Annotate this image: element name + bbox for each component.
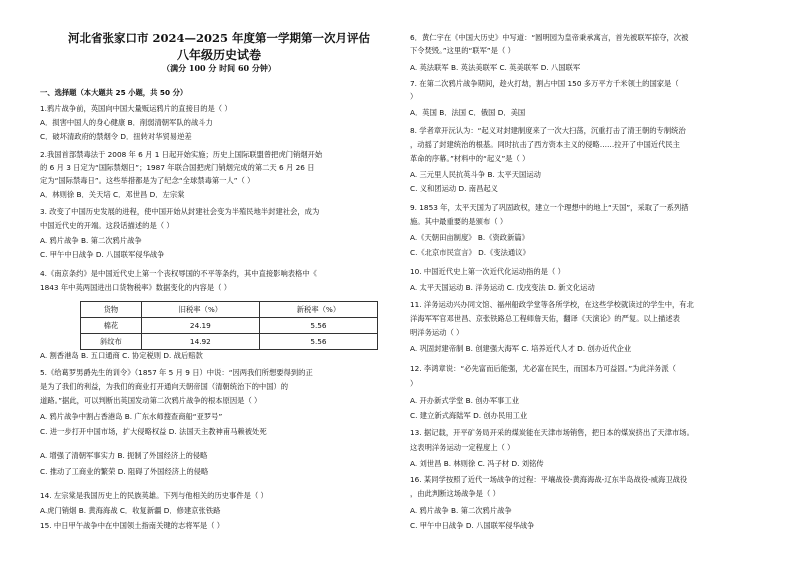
question-line: 10. 中国近代史上第一次近代化运动指的是（ ） — [410, 267, 565, 276]
question-line: C. 甲午中日战争 D. 八国联军侵华战争 — [40, 250, 165, 259]
question-line: A.《天朝田亩制度》 B.《资政新篇》 — [410, 233, 529, 242]
table-row — [81, 318, 378, 334]
question-line: 9. 1853 年，太平天国为了巩固政权，建立一个理想中的地上“天国”，采取了一系列措 — [410, 203, 689, 212]
question-line: A．林则徐 B．关天培 C．邓世昌 D．左宗棠 — [40, 190, 185, 199]
question-line: C. 进一步打开中国市场，扩大侵略权益 D. 法国天主教神甫马赖被处死 — [40, 427, 267, 436]
question-line: C. 义和团运动 D. 南昌起义 — [410, 184, 498, 193]
question-line: A. 太平天国运动 B. 洋务运动 C. 戊戌变法 D. 新文化运动 — [410, 283, 595, 292]
question-line: 革命的序幕。”材料中的“起义”是（ ） — [410, 154, 530, 163]
question-line: ，动摇了封建统治的根基。同时抗击了西方资本主义的侵略……拉开了中国近代民主 — [410, 140, 680, 149]
question-4-options: A. 割香港岛 B. 五口通商 C. 协定税则 D. 战后赔款 — [40, 351, 203, 360]
section-heading: 一、选择题（本大题共 25 小题，共 50 分） — [40, 88, 188, 97]
question-line: A. 增强了清朝军事实力 B. 扼制了外国经济上的侵略 — [40, 451, 208, 460]
question-line: 洋海军军官邓世昌、京张铁路总工程师詹天佑，翻译《天演论》的严复。以上描述表 — [410, 314, 680, 323]
question-line: 12. 李鸿章说：“必先富而后能强，尤必富在民生，而国本乃可益固。”为此洋务派（ — [410, 364, 676, 373]
table-cell: 斜纹布 — [81, 334, 142, 350]
question-line: C．破坏清政府的禁烟令 D．扭转对华贸易逆差 — [40, 132, 192, 141]
question-line: C. 推动了工商业的繁荣 D. 阻碍了外国经济上的侵略 — [40, 467, 209, 476]
question-line: A. 三元里人民抗英斗争 B. 太平天国运动 — [410, 170, 541, 179]
exam-subtitle: 八年级历史试卷 — [176, 48, 261, 62]
question-line: 1843 年中英两国进出口货物税率》数据变化的内容是（ ） — [40, 283, 232, 292]
exam-meta: （满分 100 分 时间 60 分钟） — [162, 63, 276, 73]
question-line: ，由此判断这场战争是（ ） — [410, 489, 500, 498]
question-line: A．损害中国人的身心健康 B．削弱清朝军队的战斗力 — [40, 118, 213, 127]
question-line: ） — [410, 379, 418, 388]
table-cell: 5.56 — [259, 318, 377, 334]
question-line: A. 英法联军 B. 英法美联军 C. 英美联军 D. 八国联军 — [410, 63, 581, 72]
question-line: 6．黄仁宇在《中国大历史》中写道：“圆明园为皇帝秉承寓言，首先被联军掠夺，次被 — [410, 33, 689, 42]
question-line: 的 6 月 3 日定为“国际禁烟日”；1987 年联合国把虎门销烟完成的第二天 6 月 26 日 — [40, 163, 315, 172]
table-header-cell: 新税率（%） — [259, 302, 377, 318]
question-line: 11. 洋务运动兴办同文馆、福州船政学堂等各所学校，在这些学校就读过的学生中，有北 — [410, 300, 694, 309]
question-line: A. 巩固封建帝制 B. 创建强大海军 C. 培养近代人才 D. 创办近代企业 — [410, 344, 632, 353]
question-line: 4.《南京条约》是中国近代史上第一个丧权辱国的不平等条约，其中直接影响表格中《 — [40, 269, 317, 278]
table-cell: 14.92 — [141, 334, 259, 350]
question-line: A. 鸦片战争 B. 第二次鸦片战争 — [40, 236, 142, 245]
question-line: C. 建立新式海陆军 D. 创办民用工业 — [410, 411, 528, 420]
question-line: C. 甲午中日战争 D. 八国联军侵华战争 — [410, 521, 535, 530]
table-header-cell: 旧税率（%） — [141, 302, 259, 318]
question-line: 1.鸦片战争前，英国向中国大量贩运鸦片的直接目的是（ ） — [40, 104, 232, 113]
table-header-cell: 货物 — [81, 302, 142, 318]
exam-title: 河北省张家口市 2024—2025 年度第一学期第一次月评估 — [67, 31, 371, 45]
question-line: A. 开办新式学堂 B. 创办军事工业 — [410, 396, 520, 405]
question-line: 14. 左宗棠是我国历史上的民族英雄。下列与他相关的历史事件是（ ） — [40, 491, 268, 500]
question-line: A．英国 B．法国 C．俄国 D．美国 — [410, 108, 526, 117]
tariff-table — [80, 301, 378, 350]
question-line: 施。其中最重要的是颁布（ ） — [410, 217, 508, 226]
question-line: 16. 某同学按照了近代一场战争的过程：平壤战役-黄海海战-辽东半岛战役-威海卫战役 — [410, 475, 688, 484]
question-line: 下令焚毁。”这里的“联军”是（ ） — [410, 46, 515, 55]
table-cell: 棉花 — [81, 318, 142, 334]
question-line: C.《北京市民宣言》 D.《变法通议》 — [410, 248, 530, 257]
question-line: 中国近代史的开端。这段话描述的是（ ） — [40, 221, 174, 230]
question-line: 这表明洋务运动一定程度上（ ） — [410, 443, 515, 452]
right-column — [410, 0, 760, 561]
question-line: A. 鸦片战争 B. 第二次鸦片战争 — [410, 506, 512, 515]
question-line: 道路。”据此，可以判断出英国发动第二次鸦片战争的根本原因是（ ） — [40, 396, 262, 405]
question-line: 8. 学者章开沅认为：“起义对封建制度来了一次大扫荡，沉重打击了清王朝的专制统治 — [410, 126, 686, 135]
question-line: A.虎门销烟 B. 黄海海战 C．收复新疆 D．修建京张铁路 — [40, 506, 221, 515]
question-line: A. 鸦片战争中割占香港岛 B. 广东水师搜查商船“亚罗号” — [40, 412, 223, 421]
question-line: A. 刘世昌 B. 林则徐 C. 冯子材 D. 刘铭传 — [410, 459, 544, 468]
question-line: 明洋务运动（ ） — [410, 328, 464, 337]
table-row — [81, 334, 378, 350]
question-line: ） — [410, 92, 418, 101]
table-header-row — [81, 302, 378, 318]
question-line: 13. 据记载，开平矿务局开采的煤炭能在天津市场销售，把日本的煤炭挤出了天津市场。 — [410, 428, 694, 437]
question-line: 7. 在第二次鸦片战争期间，趁火打劫，割占中国 150 多万平方千米领土的国家是（ — [410, 79, 679, 88]
question-15: 15. 中日甲午战争中在中国领土指南关键的志将军是（ ） — [40, 521, 225, 530]
question-line: 3. 改变了中国历史发展的进程，使中国开始从封建社会变为半殖民地半封建社会，成为 — [40, 207, 320, 216]
question-line: 定为“国际禁毒日”。这些举措都是为了纪念“全球禁毒第一人”（ ） — [40, 176, 255, 185]
question-line: 2.我国首部禁毒法于 2008 年 6 月 1 日起开始实施；历史上国际联盟曾把虎门销烟开始 — [40, 150, 323, 159]
left-column — [40, 0, 398, 561]
question-line: 5.《给葛罗男爵先生的训令》（1857 年 5 月 9 日）中说：“因两我们所想要得到的正 — [40, 368, 313, 377]
table-cell: 5.56 — [259, 334, 377, 350]
table-cell: 24.19 — [141, 318, 259, 334]
question-line: 是为了我们的利益，为我们的商业打开通向天朝帝国（清朝统治下的中国）的 — [40, 382, 289, 391]
